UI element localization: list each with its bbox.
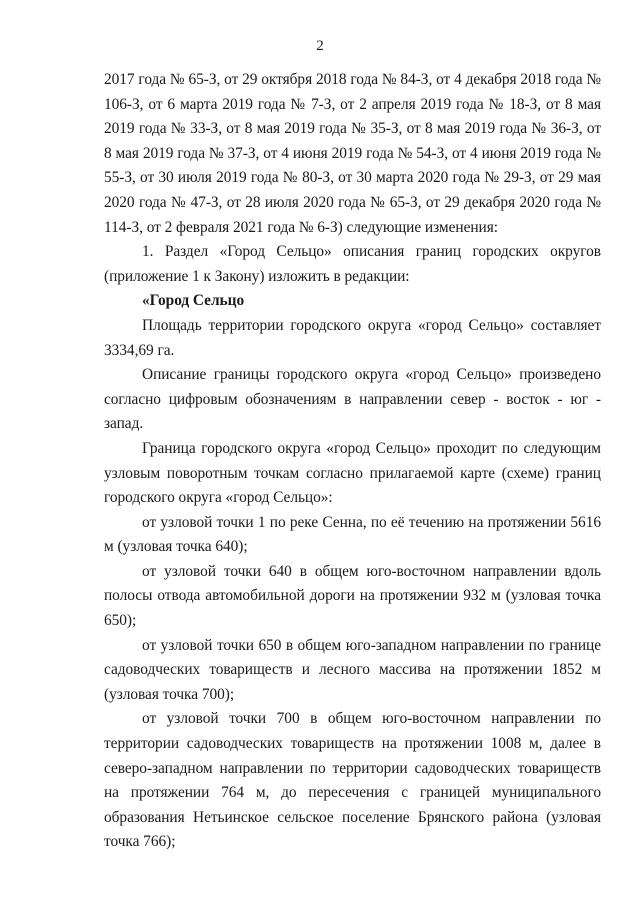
document-body — [104, 68, 601, 855]
paragraph-point-650: от узловой точки 650 в общем юго-западном направлении по границе садоводческих товариществ и лесного массива на протяжении 1852 м (узловая точка 700); — [104, 636, 601, 703]
paragraph-point-1: от узловой точки 1 по реке Сенна, по её течению на протяжении 5616 м (узловая точка 640); — [104, 513, 601, 556]
section-heading: «Город Сельцо — [142, 292, 245, 310]
paragraph-area: Площадь территории городского округа «город Сельцо» составляет 3334,69 га. — [104, 316, 601, 359]
paragraph-amendments-list: 2017 года № 65-З, от 29 октября 2018 года № 84-З, от 4 декабря 2018 года № 106-З, от 6 марта 2019 года № 7-З, от 2 апреля 2019 года № 18-З, от 8 мая 2019 года № 33-З, от 8 мая 2019 года № 35-З, от 8 мая 2019 года № 36-З, от 8 мая 2019 года № 37-З, от 4 июня 2019 года № 54-З, от 4 июня 2019 года № 55-З, от 30 июля 2019 года № 80-З, от 30 марта 2020 года № 29-З, от 29 мая 2020 года № 47-З, от 28 июля 2020 года № 65-З, от 29 декабря 2020 года № 114-З, от 2 февраля 2021 года № 6-З) следующие изменения: — [104, 71, 601, 236]
paragraph-point-700: от узловой точки 700 в общем юго-восточном направлении по территории садоводческих товариществ на протяжении 1008 м, далее в северо-западном направлении по территории садоводческих товариществ на протяжении 764 м, до пересечения с границей муниципального образования Нетьинское сельское поселение Брянского района (узловая точка 766); — [104, 710, 601, 851]
paragraph-boundary-intro: Граница городского округа «город Сельцо» проходит по следующим узловым поворотным точкам согласно прилагаемой карте (схеме) границ городского округа «город Сельцо»: — [104, 439, 601, 507]
paragraph-section-1: 1. Раздел «Город Сельцо» описания границ городских округов (приложение 1 к Закону) изложить в редакции: — [104, 243, 601, 285]
page-number: 2 — [316, 38, 324, 54]
paragraph-point-640: от узловой точки 640 в общем юго-восточном направлении вдоль полосы отвода автомобильной дороги на протяжении 932 м (узловая точка 650); — [104, 562, 601, 630]
paragraph-description: Описание границы городского округа «город Сельцо» произведено согласно цифровым обозначениям в направлении север - восток - юг - запад. — [104, 366, 601, 433]
